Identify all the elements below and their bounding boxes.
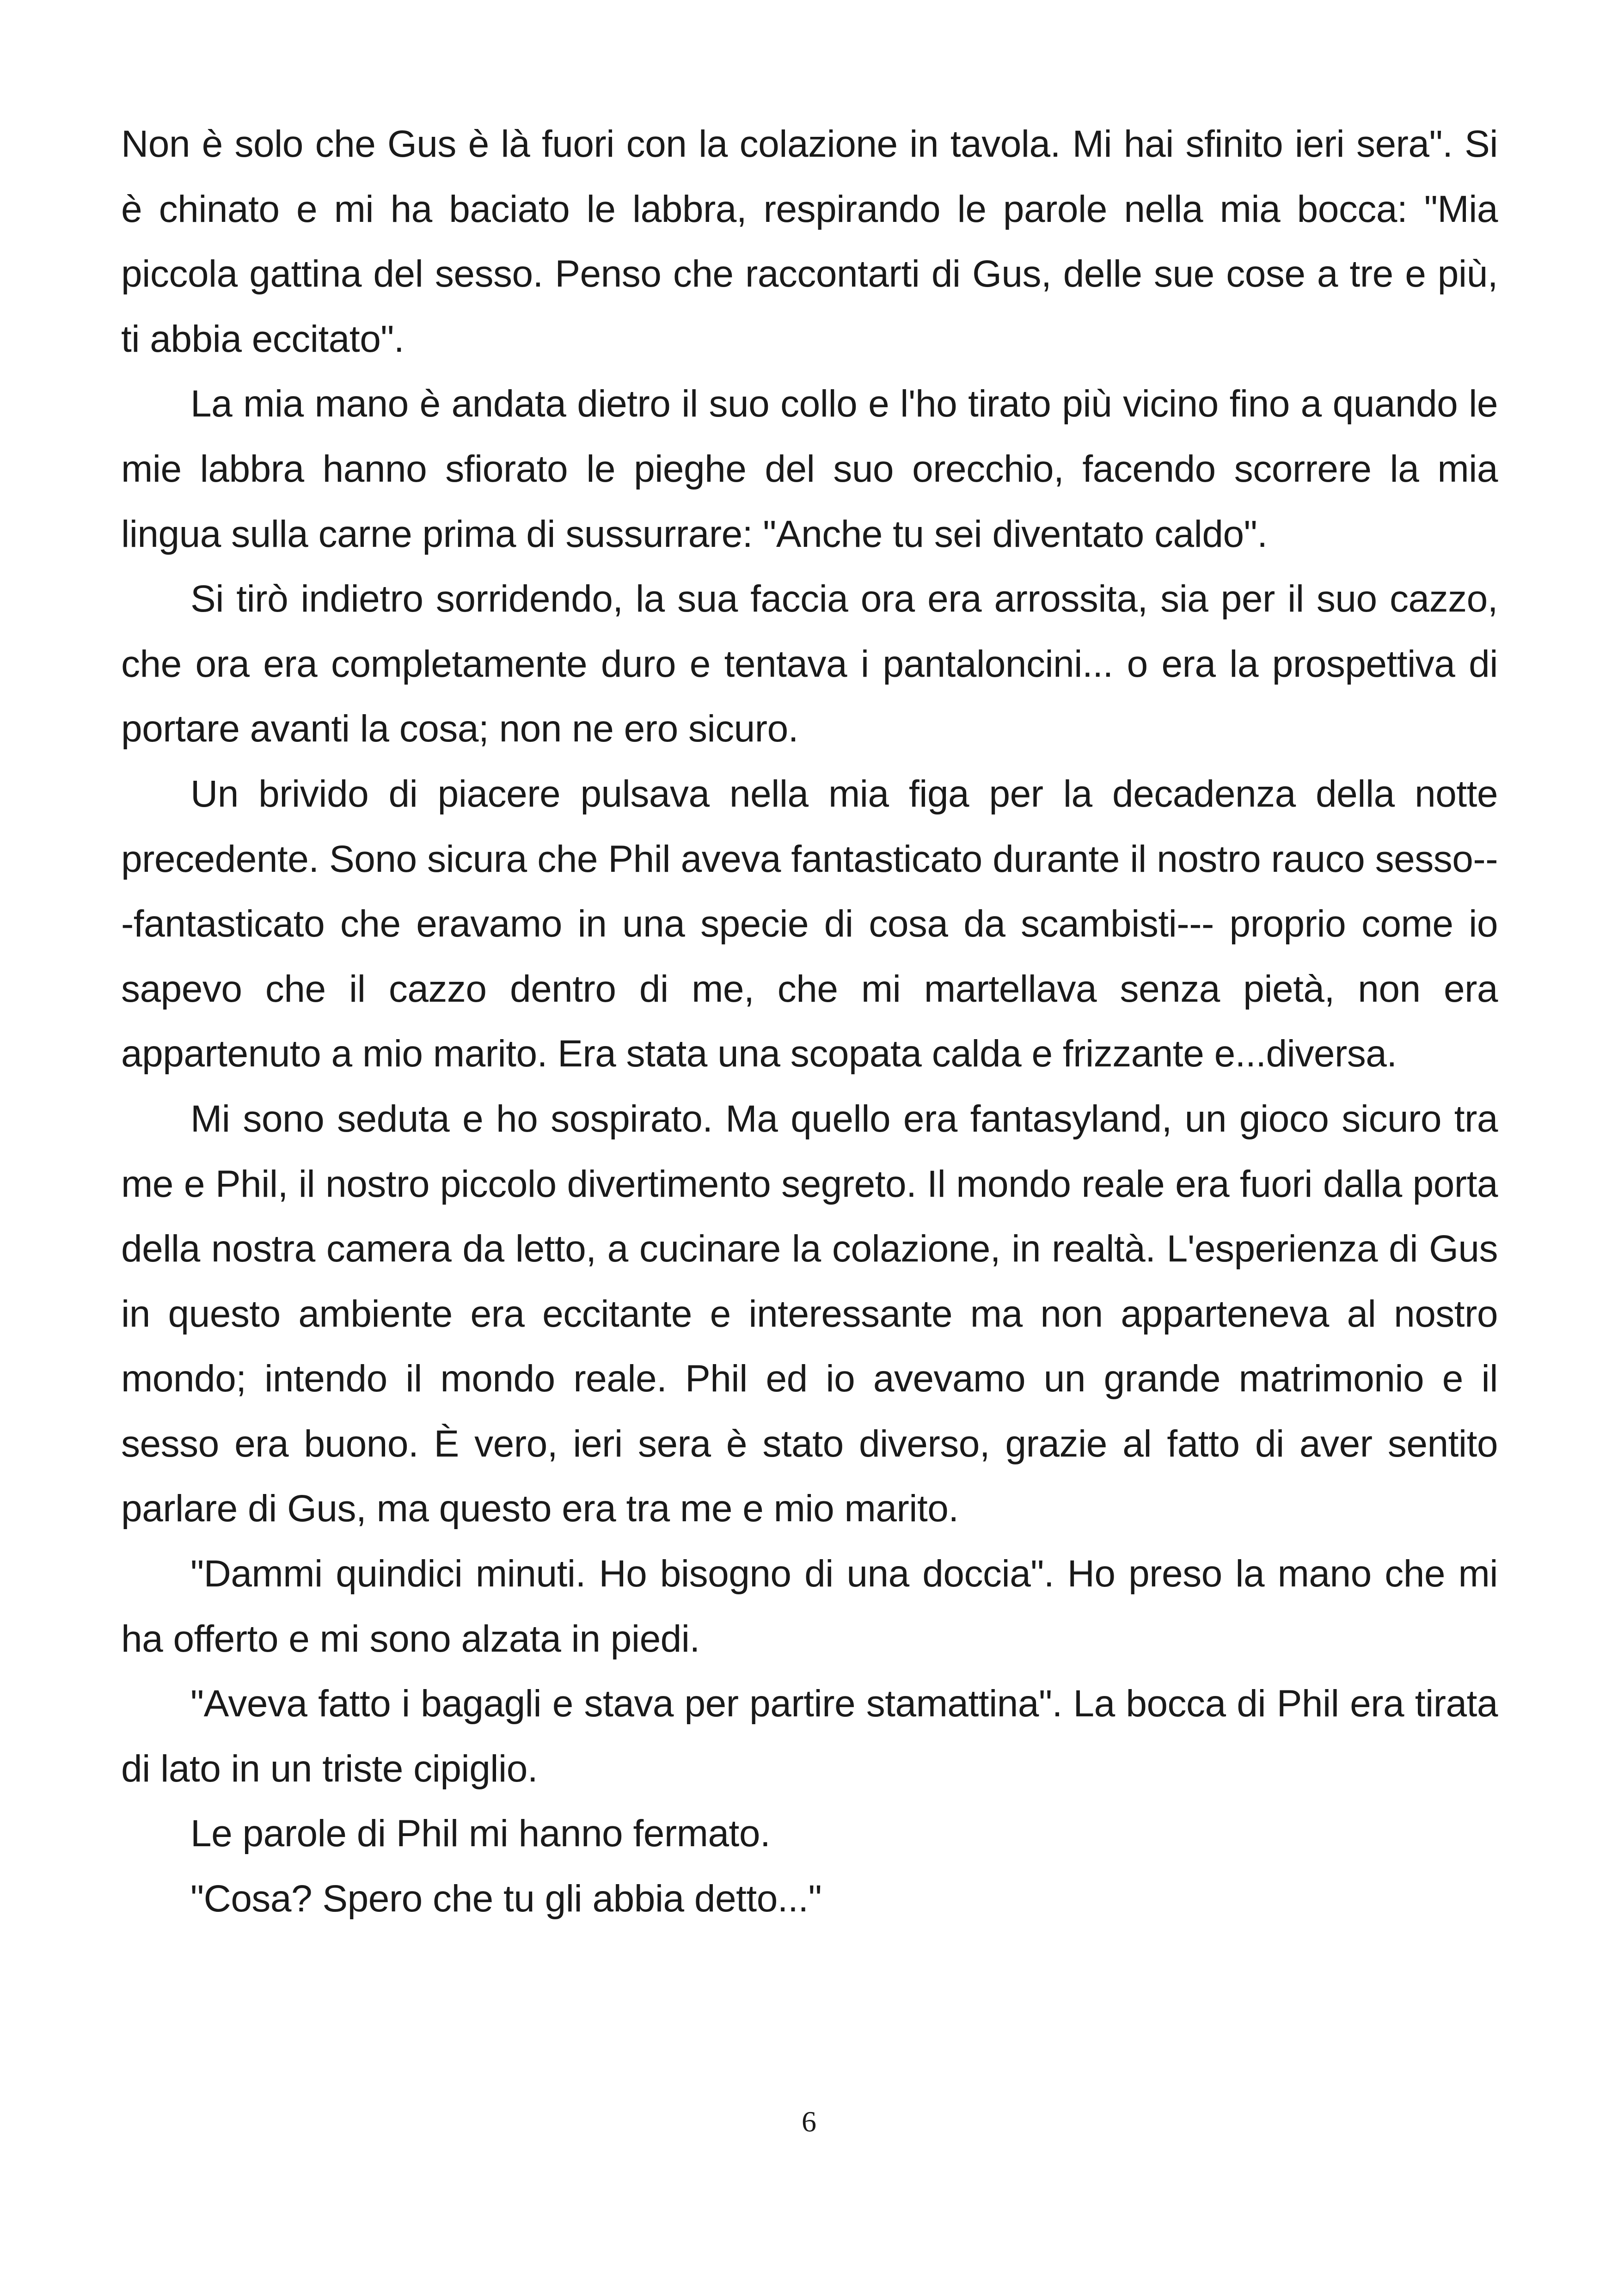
paragraph: Si tirò indietro sorridendo, la sua faccia ora era arrossita, sia per il suo cazzo, che ora era completamente duro e tentava i pantaloncini... o era la prospettiva di portare avanti la cosa; non ne ero sicuro. <box>121 578 1498 750</box>
paragraph: "Dammi quindici minuti. Ho bisogno di una doccia". Ho preso la mano che mi ha offerto e mi sono alzata in piedi. <box>121 1553 1498 1660</box>
paragraph: Mi sono seduta e ho sospirato. Ma quello era fantasyland, un gioco sicuro tra me e Phil, il nostro piccolo divertimento segreto. Il mondo reale era fuori dalla porta della nostra camera da letto, a cucinare la colazione, in realtà. L'esperienza di Gus in questo ambiente era eccitante e interessante ma non apparteneva al nostro mondo; intendo il mondo reale. Phil ed io avevamo un grande matrimonio e il sesso era buono. È vero, ieri sera è stato diverso, grazie al fatto di aver sentito parlare di Gus, ma questo era tra me e mio marito. <box>121 1097 1498 1530</box>
paragraph: Un brivido di piacere pulsava nella mia figa per la decadenza della notte precedente. Sono sicura che Phil aveva fantasticato durante il nostro rauco sesso---fantasticato che eravamo in una specie di cosa da scambisti--- proprio come io sapevo che il cazzo dentro di me, che mi martellava senza pietà, non era appartenuto a mio marito. Era stata una scopata calda e frizzante e...diversa. <box>121 772 1498 1075</box>
paragraph: "Aveva fatto i bagagli e stava per partire stamattina". La bocca di Phil era tirata di lato in un triste cipiglio. <box>121 1683 1498 1790</box>
paragraph: Le parole di Phil mi hanno fermato. <box>190 1812 771 1855</box>
paragraph: Non è solo che Gus è là fuori con la colazione in tavola. Mi hai sfinito ieri sera". Si è chinato e mi ha baciato le labbra, respirando le parole nella mia bocca: "Mia piccola gattina del sesso. Penso che raccontarti di Gus, delle sue cose a tre e più, ti abbia eccitato". <box>121 123 1498 360</box>
page-number: 6 <box>802 2105 816 2138</box>
paragraph: "Cosa? Spero che tu gli abbia detto..." <box>190 1878 822 1920</box>
paragraph: La mia mano è andata dietro il suo collo e l'ho tirato più vicino fino a quando le mie labbra hanno sfiorato le pieghe del suo orecchio, facendo scorrere la mia lingua sulla carne prima di sussurrare: "Anche tu sei diventato caldo". <box>121 383 1498 555</box>
body-text <box>121 112 1498 1932</box>
